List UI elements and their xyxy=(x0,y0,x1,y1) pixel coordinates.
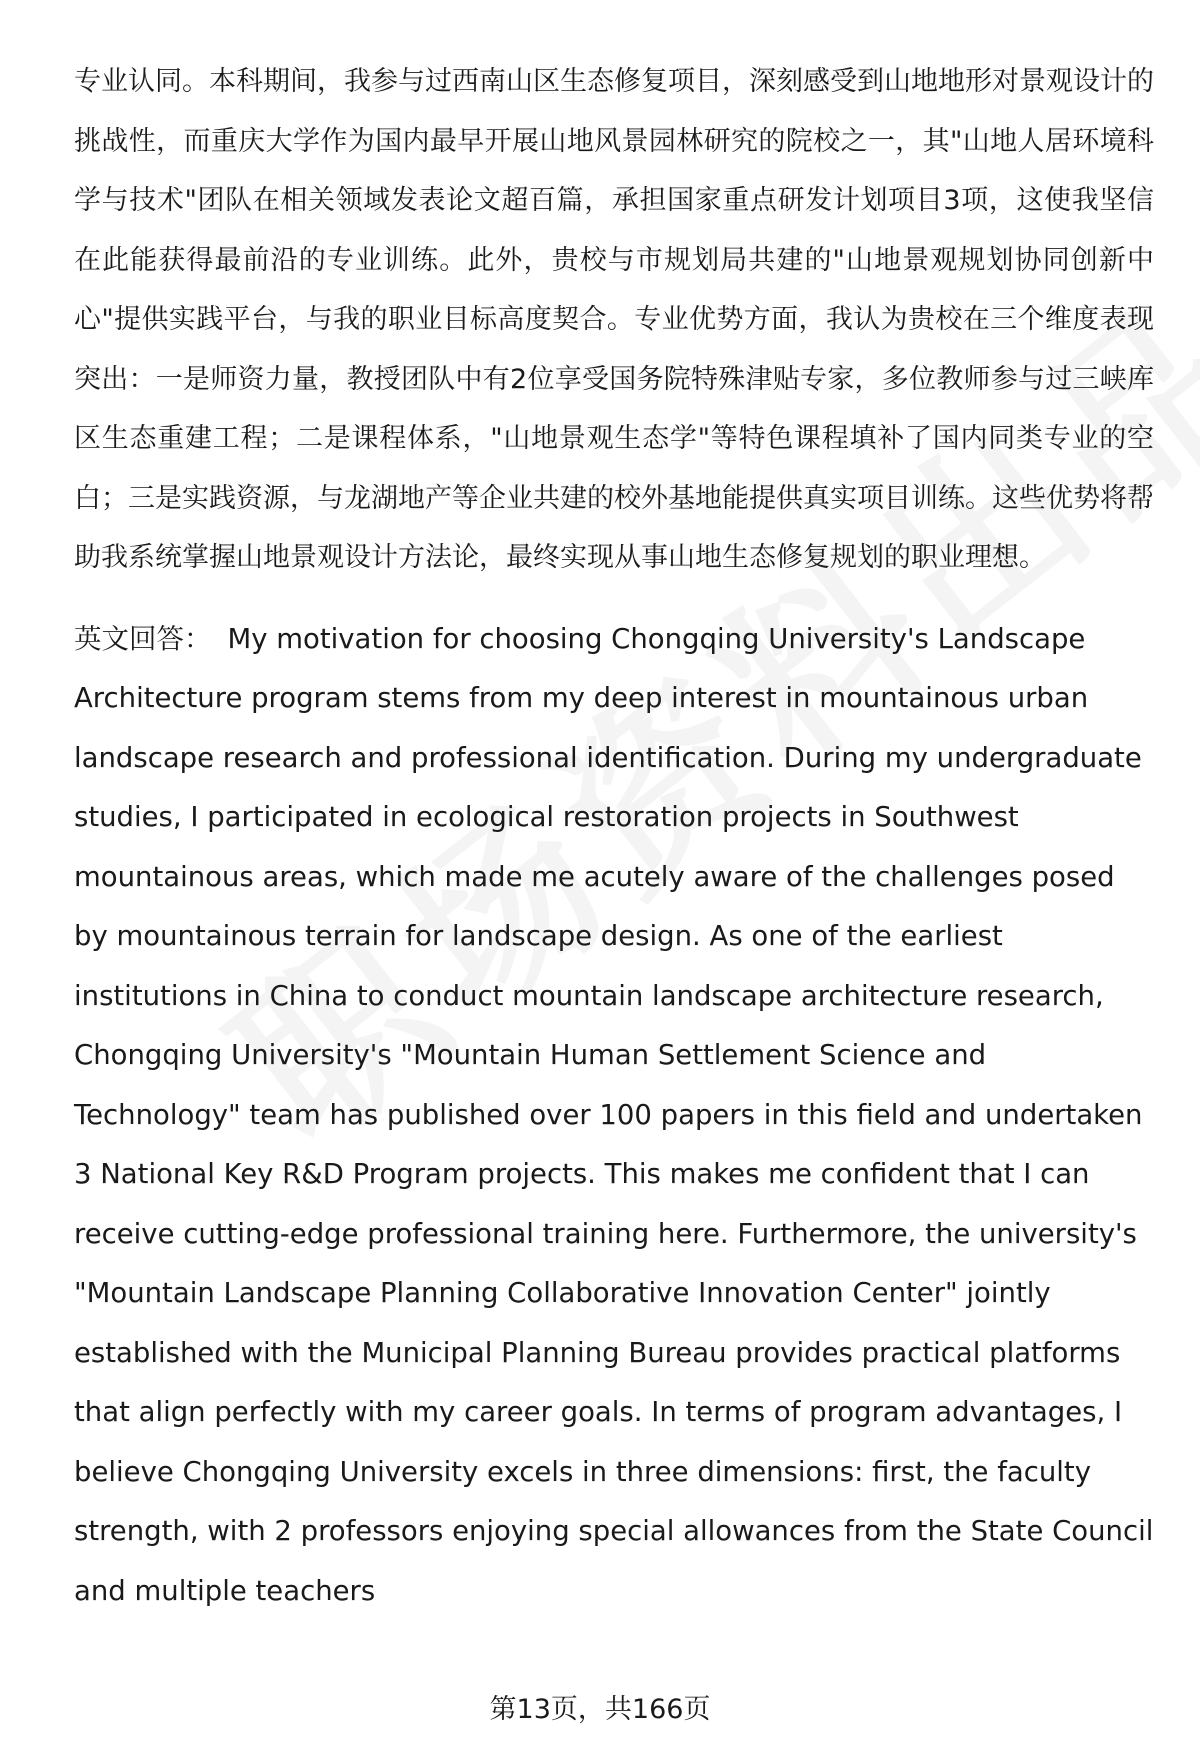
english-answer-paragraph xyxy=(74,610,1154,1622)
page-footer: 第13页，共166页 xyxy=(489,1694,711,1725)
english-answer-label: 英文回答： xyxy=(74,622,212,655)
chinese-answer-paragraph: 专业认同。本科期间，我参与过西南山区生态修复项目，深刻感受到山地地形对景观设计的挑战性，而重庆大学作为国内最早开展山地风景园林研究的院校之一，其"山地人居环境科学与技术"团队在相关领域发表论文超百篇，承担国家重点研发计划项目3项，这使我坚信在此能获得最前沿的专业训练。此外，贵校与市规划局共建的"山地景观规划协同创新中心"提供实践平台，与我的职业目标高度契合。专业优势方面，我认为贵校在三个维度表现突出：一是师资力量，教授团队中有2位享受国务院特殊津贴专家，多位教师参与过三峡库区生态重建工程；二是课程体系，"山地景观生态学"等特色课程填补了国内同类专业的空白；三是实践资源，与龙湖地产等企业共建的校外基地能提供真实项目训练。这些优势将帮助我系统掌握山地景观设计方法论，最终实现从事山地生态修复规划的职业理想。 xyxy=(74,66,1154,573)
page-content xyxy=(74,52,1154,1621)
english-answer-text: My motivation for choosing Chongqing University's Landscape Architecture program stems from my deep interest in mountainous urban landscape research and professional identification. During my undergraduate studies, I participated in ecological restoration projects in Southwest mountainous areas, which made me acutely aware of the challenges posed by mountainous terrain for landscape design. As one of the earliest institutions in China to conduct mountain landscape architecture research, Chongqing University's "Mountain Human Settlement Science and Technology" team has published over 100 papers in this field and undertaken 3 National Key R&D Program projects. This makes me confident that I can receive cutting-edge professional training here. Furthermore, the university's "Mountain Landscape Planning Collaborative Innovation Center" jointly established with the Municipal Planning Bureau provides practical platforms that align perfectly with my career goals. In terms of program advantages, I believe Chongqing University excels in three dimensions: first, the faculty strength, with 2 professors enjoying special allowances from the State Council and multiple teachers xyxy=(74,622,1154,1607)
